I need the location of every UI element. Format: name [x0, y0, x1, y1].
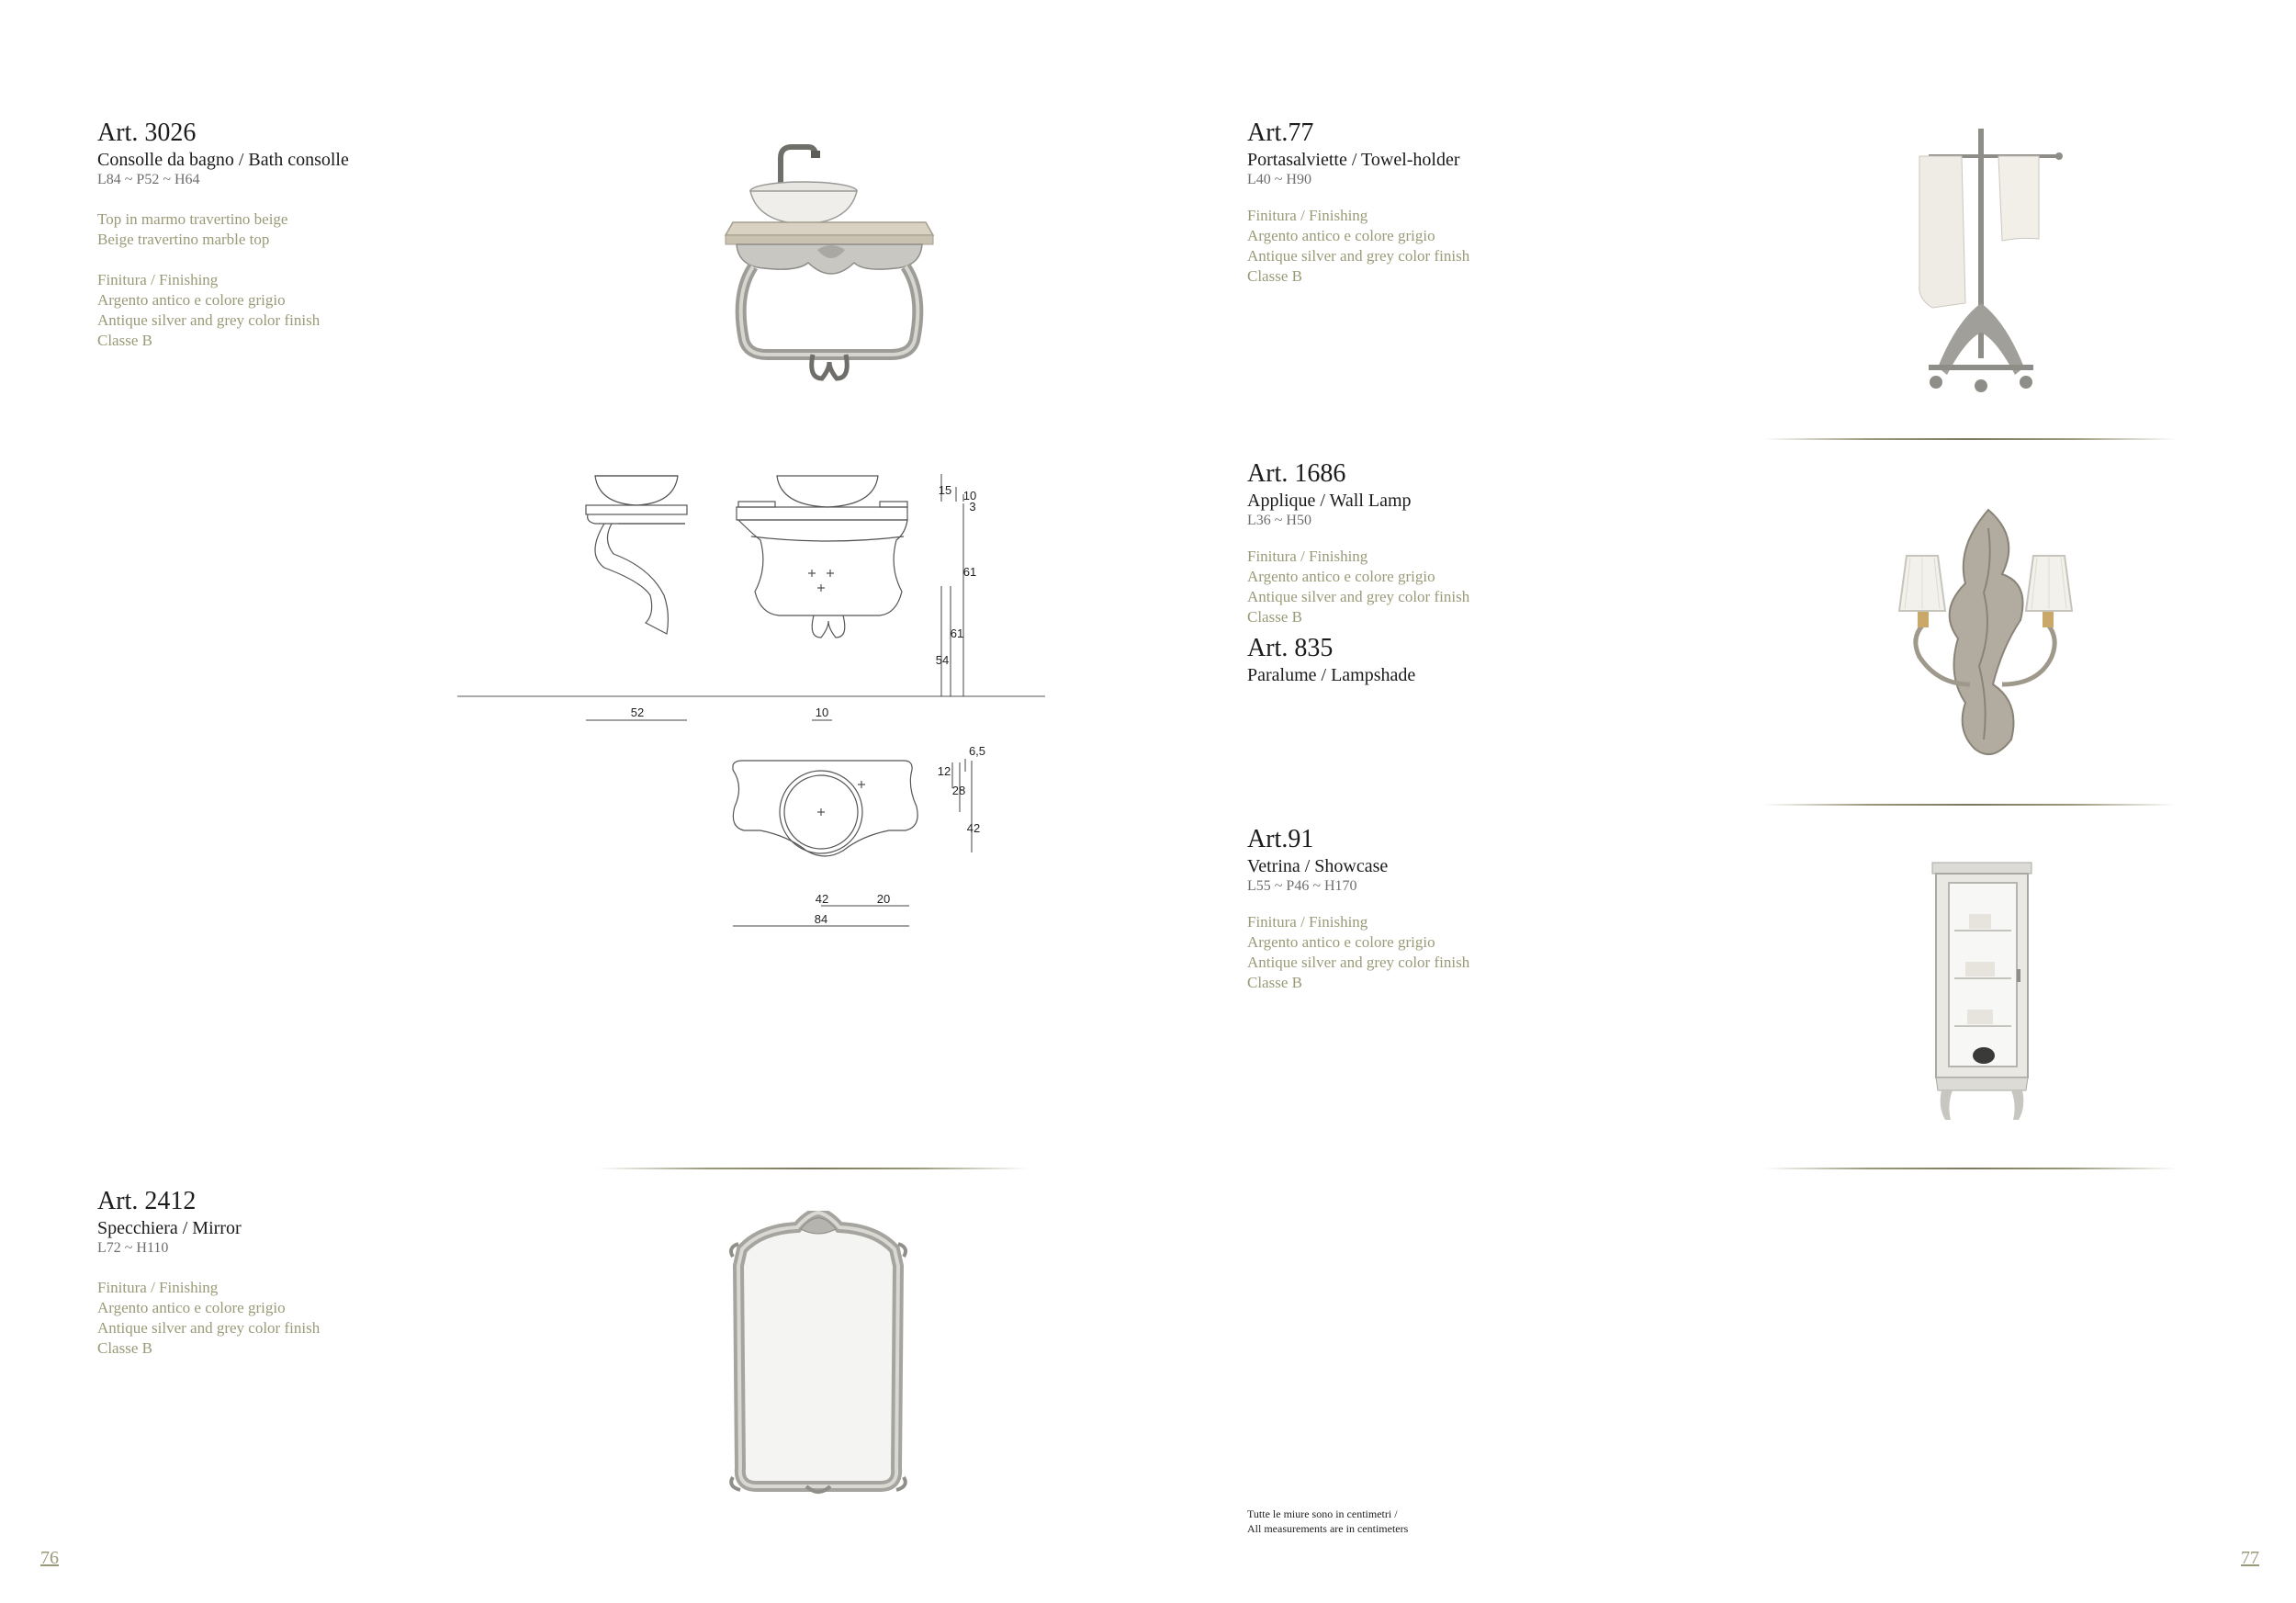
towel-holder-image: [1910, 119, 2076, 395]
section-divider: [1763, 804, 2177, 806]
footnote-line: Tutte le miure sono in centimetri /: [1247, 1507, 1398, 1520]
section-divider: [1763, 1168, 2177, 1169]
finish-line: Argento antico e colore grigio: [1247, 568, 1435, 585]
product-dimensions: L55 ~ P46 ~ H170: [1247, 878, 1357, 894]
art-number: Art. 835: [1247, 634, 1334, 662]
finish-heading: Finitura / Finishing: [1247, 548, 1368, 565]
dim-label: 42: [966, 821, 981, 835]
dim-label: 20: [876, 892, 891, 906]
product-name: Consolle da bagno / Bath consolle: [97, 150, 349, 170]
finish-class: Classe B: [1247, 608, 1302, 626]
dim-label: 10: [815, 706, 829, 719]
product-dimensions: L72 ~ H110: [97, 1240, 169, 1256]
dim-label: 6,5: [968, 744, 986, 758]
finish-class: Classe B: [97, 1339, 152, 1357]
dim-label: 28: [951, 784, 966, 797]
finish-line: Antique silver and grey color finish: [1247, 588, 1470, 605]
wall-lamp-image: [1883, 501, 2085, 767]
art-number: Art. 2412: [97, 1187, 197, 1215]
product-name: Applique / Wall Lamp: [1247, 491, 1412, 511]
finish-heading: Finitura / Finishing: [97, 1279, 219, 1296]
item-1686-text: [1247, 458, 1469, 686]
product-name: Portasalviette / Towel-holder: [1247, 150, 1460, 170]
measurement-footnote: [1247, 1507, 1408, 1536]
product-name: Vetrina / Showcase: [1247, 856, 1389, 876]
finish-class: Classe B: [97, 332, 152, 349]
product-dimensions: L84 ~ P52 ~ H64: [97, 172, 200, 187]
art-number: Art. 1686: [1247, 459, 1346, 488]
item-2412-text: [97, 1186, 320, 1359]
dim-label: 84: [814, 912, 828, 926]
art-number: Art.77: [1247, 119, 1314, 147]
bath-console-image: [716, 138, 955, 381]
material-note: Beige travertino marble top: [97, 231, 270, 248]
finish-heading: Finitura / Finishing: [1247, 207, 1368, 224]
finish-line: Argento antico e colore grigio: [1247, 933, 1435, 951]
dim-label: 54: [935, 653, 950, 667]
finish-class: Classe B: [1247, 267, 1302, 285]
section-divider: [597, 1168, 1029, 1169]
dim-label: 12: [937, 764, 951, 778]
page-number-right: 77: [2241, 1548, 2259, 1568]
product-dimensions: L36 ~ H50: [1247, 513, 1311, 528]
item-3026-text: [97, 118, 349, 351]
dim-label: 3: [969, 500, 976, 514]
product-name: Paralume / Lampshade: [1247, 665, 1416, 685]
finish-heading: Finitura / Finishing: [97, 271, 219, 288]
dim-label: 15: [938, 483, 952, 497]
showcase-image: [1927, 859, 2037, 1125]
dim-label: 52: [630, 706, 645, 719]
footnote-line: All measurements are in centimeters: [1247, 1522, 1409, 1535]
finish-line: Antique silver and grey color finish: [97, 311, 321, 329]
dim-label: 61: [950, 627, 964, 640]
art-number: Art.91: [1247, 825, 1314, 853]
dim-label: 61: [962, 565, 977, 579]
finish-line: Argento antico e colore grigio: [97, 1299, 286, 1316]
product-name: Specchiera / Mirror: [97, 1218, 242, 1238]
product-dimensions: L40 ~ H90: [1247, 172, 1311, 187]
finish-line: Argento antico e colore grigio: [97, 291, 286, 309]
item-77-text: [1247, 118, 1469, 287]
finish-line: Argento antico e colore grigio: [1247, 227, 1435, 244]
page-number-left: 76: [40, 1548, 59, 1568]
mirror-image: [724, 1211, 913, 1496]
finish-class: Classe B: [1247, 974, 1302, 991]
dim-label: 42: [815, 892, 829, 906]
item-91-text: [1247, 824, 1469, 993]
finish-heading: Finitura / Finishing: [1247, 913, 1368, 931]
technical-drawing: [457, 467, 1064, 944]
material-note: Top in marmo travertino beige: [97, 210, 288, 228]
finish-line: Antique silver and grey color finish: [1247, 247, 1470, 265]
finish-line: Antique silver and grey color finish: [1247, 954, 1470, 971]
art-number: Art. 3026: [97, 119, 197, 147]
finish-line: Antique silver and grey color finish: [97, 1319, 321, 1337]
section-divider: [1763, 438, 2177, 440]
dim-label: 10: [962, 489, 977, 502]
